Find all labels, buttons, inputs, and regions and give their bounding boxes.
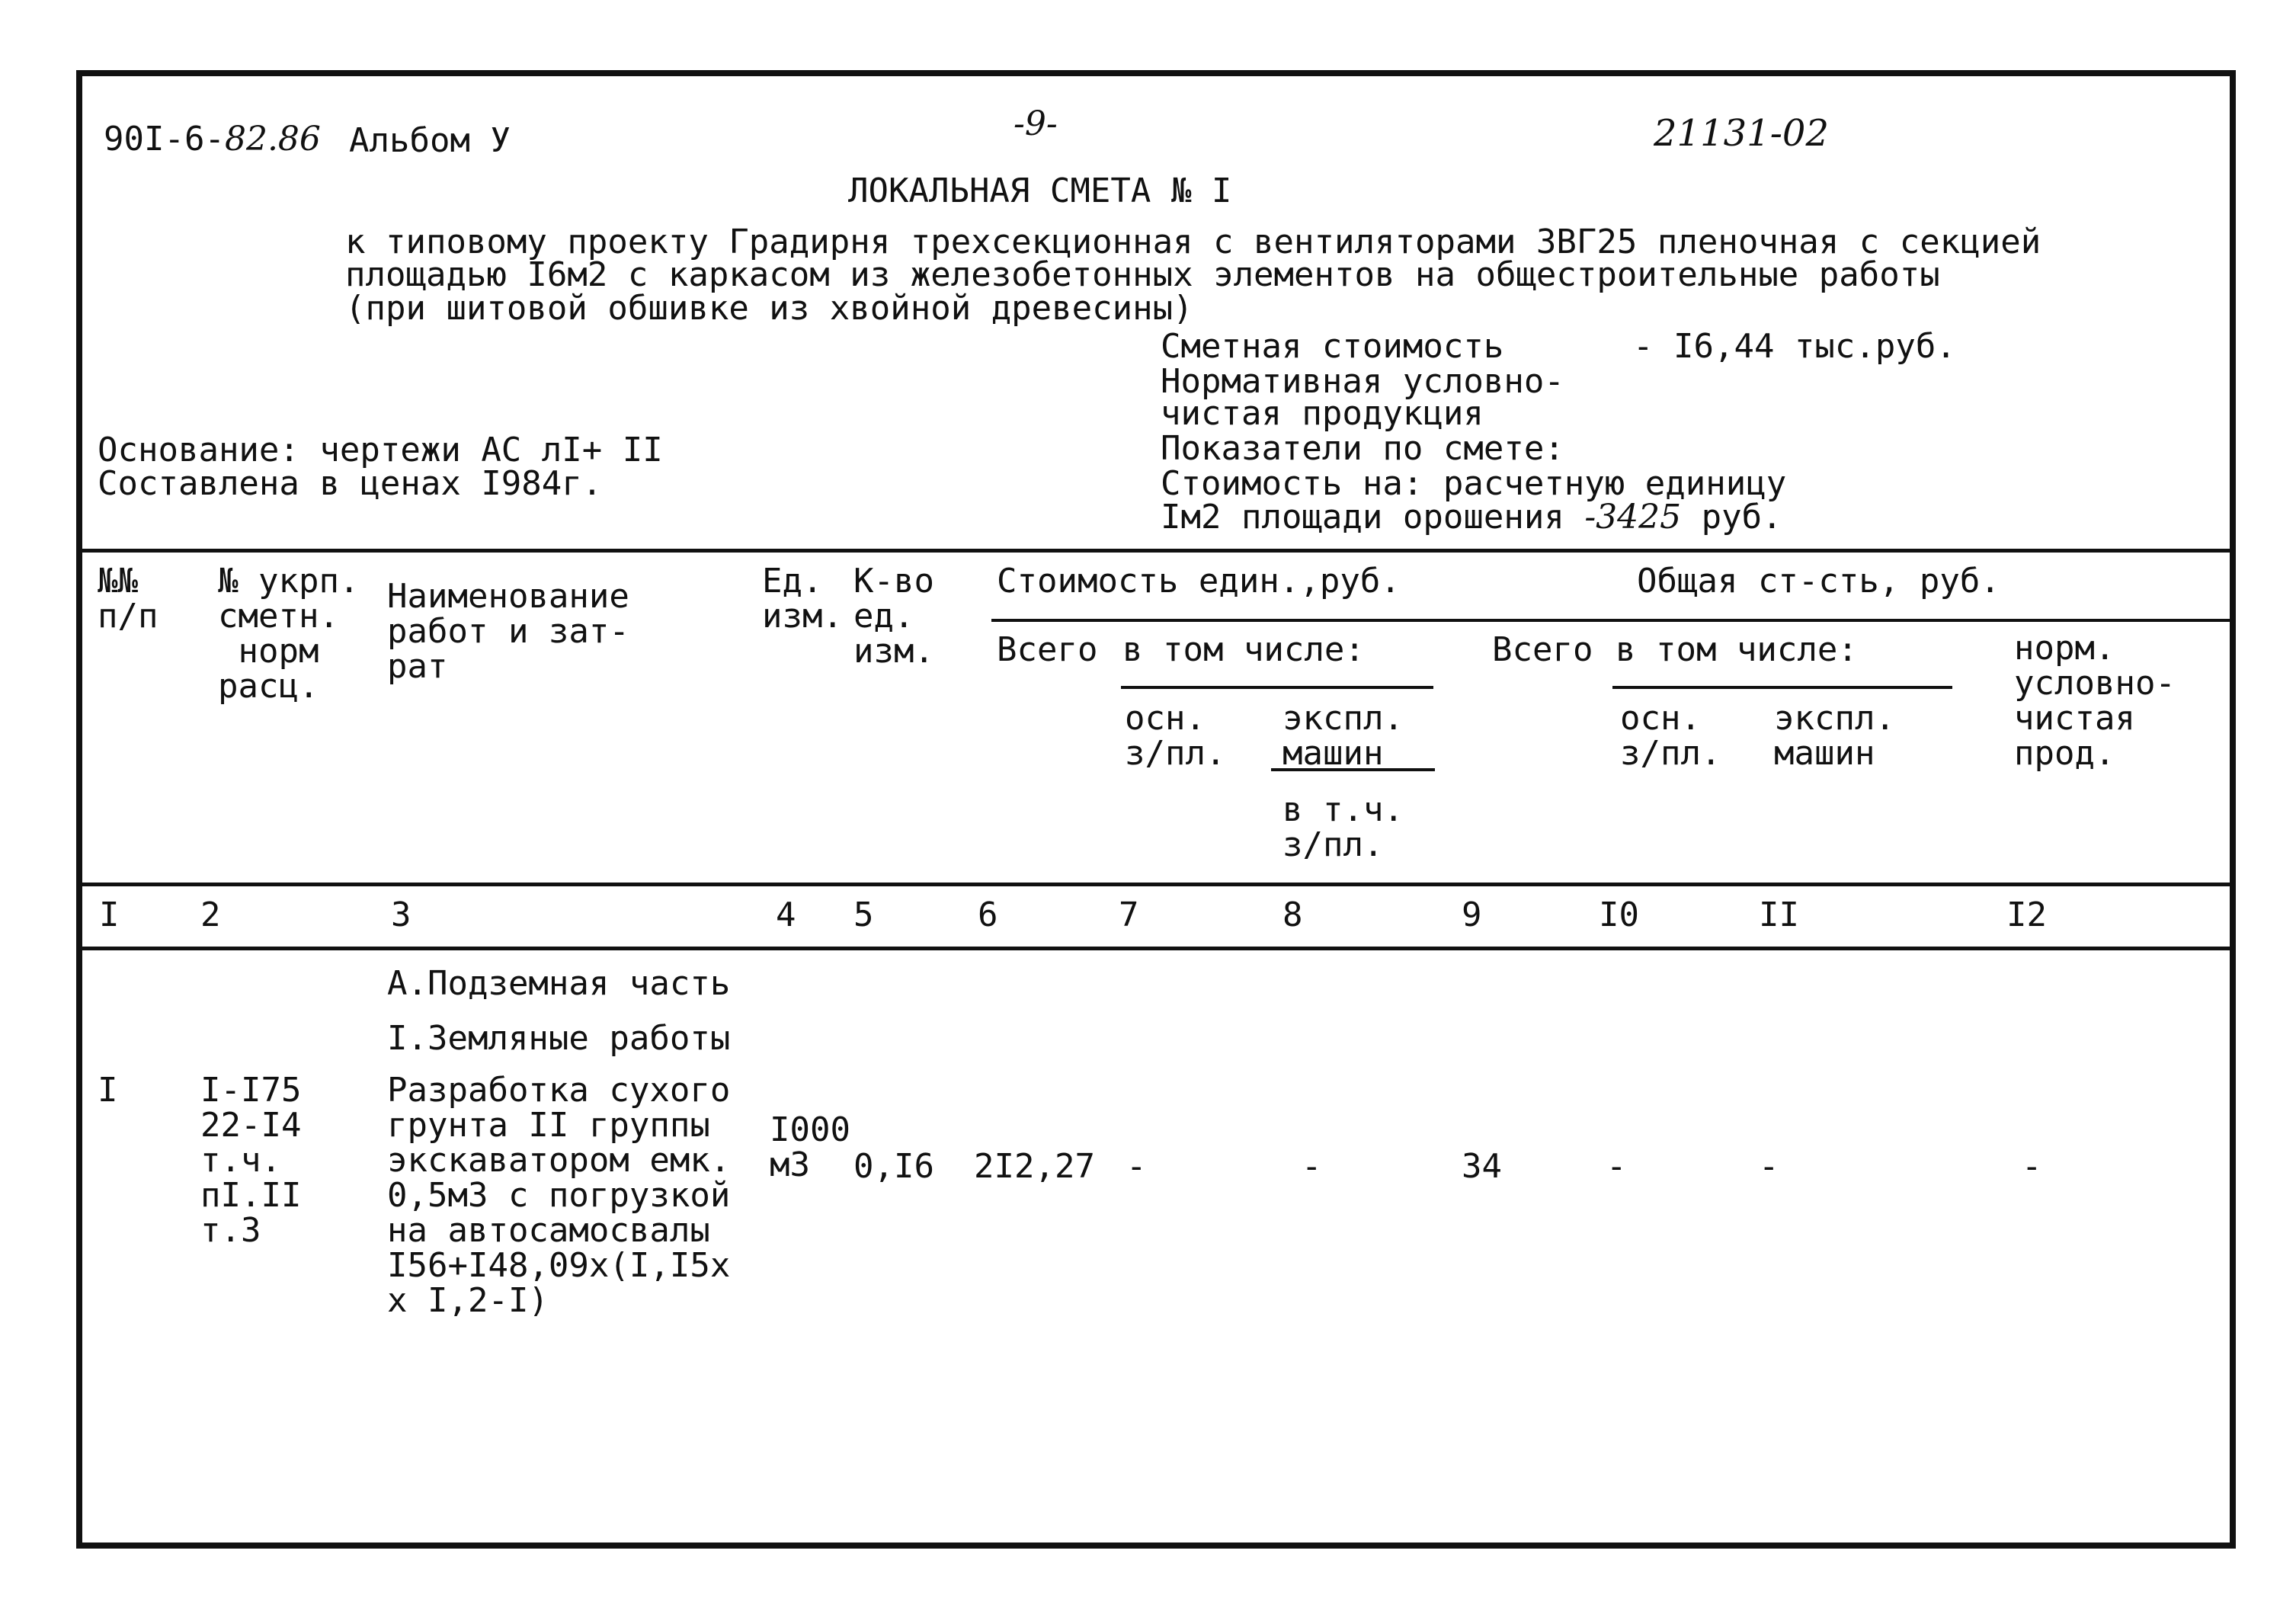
colnum-12: I2	[2006, 895, 2047, 934]
cost-value: - I6,44 тыс.руб.	[1633, 327, 1956, 366]
header-total-all: Всего	[1492, 630, 1593, 669]
row-number: I	[98, 1071, 118, 1110]
cost-label: Сметная стоимость	[1161, 327, 1504, 366]
subtitle-line-3: (при шитовой обшивке из хвойной древесины)	[345, 289, 1193, 328]
colnum-11: II	[1759, 895, 1799, 934]
normative-line-2: чистая продукция	[1161, 394, 1484, 433]
row-total-base-wage: -	[1606, 1147, 1627, 1186]
colnum-3: 3	[391, 895, 411, 934]
area-label: Iм2 площади орошения	[1161, 498, 1564, 537]
colnum-6: 6	[978, 895, 998, 934]
header-unit-cost-group: Стоимость един.,руб.	[997, 562, 1401, 601]
header-unit-machines: экспл. машин	[1282, 699, 1404, 773]
colnum-8: 8	[1282, 895, 1303, 934]
area-value: -3425	[1584, 498, 1682, 537]
basis-line-2: Составлена в ценах I984г.	[98, 464, 603, 503]
subtitle-line-2: площадью I6м2 с каркасом из железобетонных элементов на общестроительные работы	[345, 255, 1940, 294]
header-unit-base-wage: осн. з/пл.	[1125, 699, 1226, 773]
header-total-cost-group: Общая ст-сть, руб.	[1637, 562, 2000, 601]
row-unit-machines: -	[1302, 1147, 1322, 1186]
basis-line-1: Основание: чертежи АС лI+ II	[98, 431, 663, 469]
header-norm-product: норм. условно- чистая прод.	[2014, 629, 2176, 773]
page-number: -9-	[1014, 104, 1058, 143]
table-top-rule	[82, 549, 2231, 553]
document-number: 21131-02	[1654, 112, 1829, 155]
section-underground: А.Подземная часть	[387, 964, 731, 1003]
total-including-rule	[1612, 686, 1952, 689]
row-norm-code: I-I75 22-I4 т.ч. пI.II т.3	[200, 1071, 302, 1250]
album-label: Альбом У	[349, 121, 511, 160]
row-work-name: Разработка сухого грунта II группы экскаватором емк. 0,5м3 с погрузкой на автосамосвалы I56+I48,09х(I,I5х х I,2-I)	[387, 1071, 731, 1320]
unit-including-rule	[1121, 686, 1433, 689]
column-numbers-rule	[82, 947, 2231, 950]
subtitle-line-1: к типовому проекту Градирня трехсекционная с вентиляторами ЗВГ25 пленочная с секцией	[345, 223, 2041, 261]
header-unit-all: Всего	[997, 630, 1098, 669]
header-total-machines: экспл. машин	[1774, 699, 1895, 773]
row-unit: I000 м3	[770, 1110, 850, 1184]
row-total-machines: -	[1759, 1147, 1779, 1186]
header-work-name: Наименование работ и зат- рат	[387, 577, 629, 686]
colnum-2: 2	[200, 895, 221, 934]
colnum-5: 5	[853, 895, 874, 934]
row-quantity: 0,I6	[853, 1147, 934, 1186]
header-norm-code: № укрп. сметн. норм расц.	[218, 562, 360, 706]
area-unit: руб.	[1701, 498, 1782, 537]
document-code-prefix: 90I-6-	[104, 120, 225, 159]
document-code-handwritten: 82.86	[224, 120, 321, 159]
document-sheet	[76, 70, 2236, 1549]
indicators-label: Показатели по смете:	[1161, 429, 1564, 468]
row-total: 34	[1462, 1147, 1502, 1186]
header-bottom-rule	[82, 883, 2231, 886]
colnum-9: 9	[1462, 895, 1482, 934]
normative-line-1: Нормативная условно-	[1161, 362, 1564, 401]
row-norm-product: -	[2022, 1147, 2042, 1186]
colnum-4: 4	[776, 895, 796, 934]
estimate-title: ЛОКАЛЬНАЯ СМЕТА № I	[848, 171, 1232, 210]
cost-per-unit-label: Стоимость на: расчетную единицу	[1161, 464, 1787, 503]
colnum-7: 7	[1119, 895, 1139, 934]
row-unit-total: 2I2,27	[974, 1147, 1095, 1186]
header-row-number: №№ п/п	[98, 562, 159, 636]
header-unit-including: в том числе:	[1122, 630, 1365, 669]
row-unit-base-wage: -	[1126, 1147, 1147, 1186]
header-quantity: К-во ед. изм.	[853, 562, 934, 671]
area-line	[1161, 500, 1782, 535]
header-unit-incl-wage: в т.ч. з/пл.	[1282, 790, 1404, 864]
cost-header-rule	[991, 619, 2231, 622]
colnum-1: I	[99, 895, 120, 934]
section-earthworks: I.Земляные работы	[387, 1019, 731, 1058]
header-total-including: в том числе:	[1616, 630, 1858, 669]
colnum-10: I0	[1599, 895, 1639, 934]
document-code	[104, 122, 321, 157]
header-unit: Ед. изм.	[762, 562, 843, 636]
header-total-base-wage: осн. з/пл.	[1620, 699, 1721, 773]
